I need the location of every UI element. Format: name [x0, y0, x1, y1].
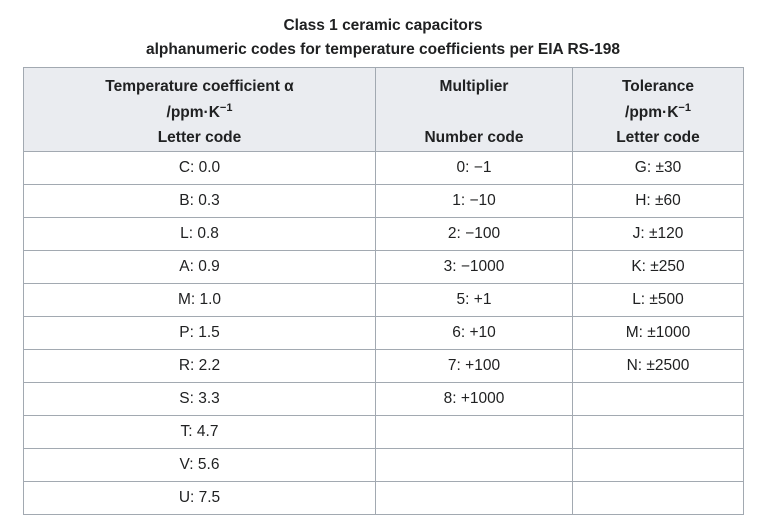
tolerance-cell: H: ±60	[573, 185, 744, 218]
header-line-2	[376, 100, 572, 126]
header-unit: /ppm·K	[625, 103, 679, 121]
multiplier-cell: 3: −1000	[376, 251, 573, 284]
header-line-3: Letter code	[616, 129, 700, 146]
tolerance-cell	[573, 416, 744, 449]
multiplier-cell: 7: +100	[376, 350, 573, 383]
temperature-coefficient-cell: A: 0.9	[24, 251, 376, 284]
temperature-coefficient-cell: L: 0.8	[24, 218, 376, 251]
header-line-2	[24, 100, 375, 126]
table-row	[24, 284, 744, 317]
temperature-coefficient-cell: P: 1.5	[24, 317, 376, 350]
tolerance-cell: M: ±1000	[573, 317, 744, 350]
table-row	[24, 482, 744, 515]
tolerance-cell: G: ±30	[573, 152, 744, 185]
temperature-coefficient-table	[23, 67, 744, 515]
tolerance-cell	[573, 449, 744, 482]
table-row	[24, 350, 744, 383]
table-row	[24, 416, 744, 449]
tolerance-cell: J: ±120	[573, 218, 744, 251]
temperature-coefficient-cell: V: 5.6	[24, 449, 376, 482]
header-line-1: Multiplier	[439, 78, 509, 95]
temperature-coefficient-cell: B: 0.3	[24, 185, 376, 218]
table-caption	[23, 14, 743, 62]
caption-line-2: alphanumeric codes for temperature coefficients per EIA RS-198	[145, 41, 621, 58]
multiplier-cell	[376, 449, 573, 482]
header-unit-exponent: −1	[219, 101, 233, 114]
multiplier-cell: 1: −10	[376, 185, 573, 218]
multiplier-cell: 8: +1000	[376, 383, 573, 416]
tolerance-cell: K: ±250	[573, 251, 744, 284]
header-line-2	[573, 100, 743, 126]
multiplier-cell: 2: −100	[376, 218, 573, 251]
header-multiplier	[376, 68, 573, 152]
table-row	[24, 218, 744, 251]
temperature-coefficient-cell: T: 4.7	[24, 416, 376, 449]
temperature-coefficient-cell: S: 3.3	[24, 383, 376, 416]
multiplier-cell: 0: −1	[376, 152, 573, 185]
multiplier-cell: 5: +1	[376, 284, 573, 317]
table-row	[24, 317, 744, 350]
header-line-3: Letter code	[157, 129, 242, 146]
caption-line-1: Class 1 ceramic capacitors	[283, 17, 483, 34]
header-tolerance	[573, 68, 744, 152]
header-unit-exponent: −1	[678, 101, 691, 114]
table-row	[24, 383, 744, 416]
tolerance-cell	[573, 482, 744, 515]
temperature-coefficient-cell: R: 2.2	[24, 350, 376, 383]
header-row	[24, 68, 744, 152]
table-row	[24, 449, 744, 482]
multiplier-cell	[376, 416, 573, 449]
multiplier-cell	[376, 482, 573, 515]
multiplier-cell: 6: +10	[376, 317, 573, 350]
header-unit: /ppm·K	[166, 103, 220, 121]
header-line-1: Tolerance	[621, 78, 695, 95]
tolerance-cell: L: ±500	[573, 284, 744, 317]
temperature-coefficient-cell: C: 0.0	[24, 152, 376, 185]
header-line-3: Number code	[424, 129, 524, 146]
temperature-coefficient-cell: M: 1.0	[24, 284, 376, 317]
temperature-coefficient-cell: U: 7.5	[24, 482, 376, 515]
table-row	[24, 251, 744, 284]
header-temperature-coefficient	[24, 68, 376, 152]
tolerance-cell	[573, 383, 744, 416]
table-row	[24, 185, 744, 218]
table-row	[24, 152, 744, 185]
tolerance-cell: N: ±2500	[573, 350, 744, 383]
table-body	[24, 152, 744, 515]
header-line-1: Temperature coefficient α	[105, 78, 294, 95]
